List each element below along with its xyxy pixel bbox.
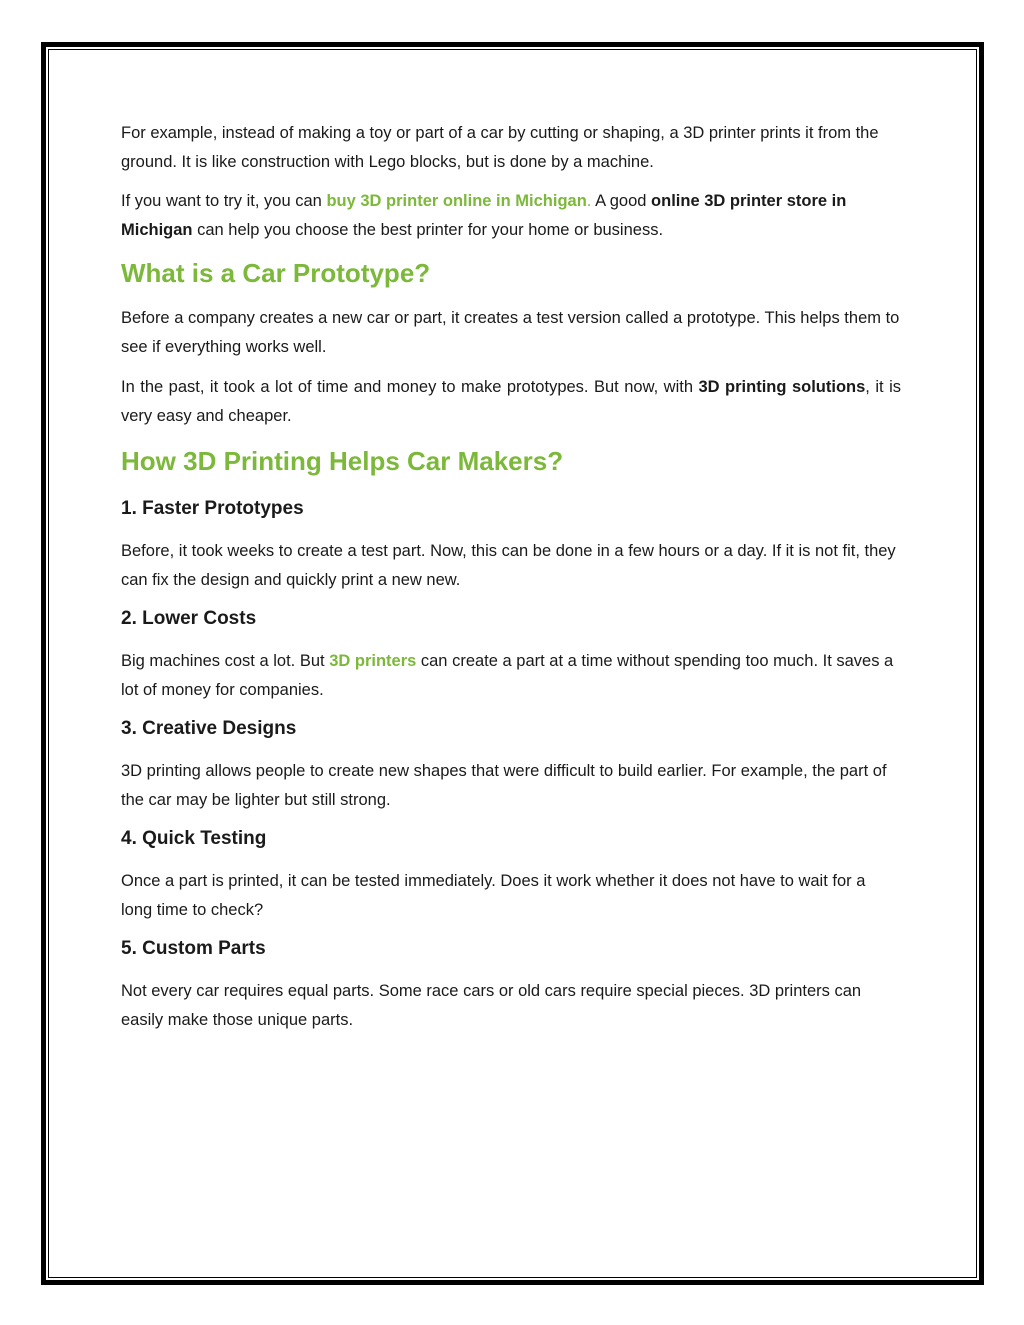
buy-3d-printer-link[interactable]: buy 3D printer online in Michigan (326, 192, 587, 210)
solutions-bold-text: 3D printing solutions (698, 378, 866, 396)
intro-paragraph: For example, instead of making a toy or part of a car by cutting or shaping, a 3D printer prints it from the ground. It is like construction with Lego blocks, but is done by a machine. (121, 124, 879, 171)
past-suffix-text: , it is very easy and cheaper. (121, 378, 901, 425)
3d-printers-link[interactable]: 3D printers (329, 652, 417, 670)
heading-how-3d-helps: How 3D Printing Helps Car Makers? (121, 446, 564, 476)
past-prefix-text: In the past, it took a lot of time and money to make prototypes. But now, with (121, 378, 699, 396)
section-title-faster: 1. Faster Prototypes (121, 498, 304, 519)
past-paragraph (121, 373, 901, 430)
section-title-designs: 3. Creative Designs (121, 718, 297, 739)
store-bold-text: online 3D printer store in Michigan (121, 192, 847, 239)
section-text-costs (121, 647, 901, 704)
section-title-testing: 4. Quick Testing (121, 828, 267, 849)
try-paragraph (121, 187, 901, 244)
section-title-custom: 5. Custom Parts (121, 938, 266, 959)
prototype-definition-paragraph: Before a company creates a new car or part, it creates a test version called a prototype. This helps them to see if everything works well. (121, 309, 900, 356)
document-body (121, 119, 901, 1046)
link-period: . (586, 192, 592, 210)
costs-suffix-text: can create a part at a time without spending too much. It saves a lot of money for companies. (121, 652, 894, 699)
section-text-testing: Once a part is printed, it can be tested immediately. Does it work whether it does not have to wait for a long time to check? (121, 872, 866, 919)
try-prefix-text: If you want to try it, you can (121, 192, 327, 210)
section-text-faster: Before, it took weeks to create a test part. Now, this can be done in a few hours or a day. If it is not fit, they can fix the design and quickly print a new new. (121, 542, 896, 589)
section-text-designs: 3D printing allows people to create new shapes that were difficult to build earlier. For example, the part of the car may be lighter but still strong. (121, 762, 887, 809)
section-text-custom: Not every car requires equal parts. Some race cars or old cars require special pieces. 3D printers can easily make those unique parts. (121, 982, 862, 1029)
heading-car-prototype: What is a Car Prototype? (121, 258, 431, 288)
section-title-costs: 2. Lower Costs (121, 608, 257, 629)
try-mid-text: A good (591, 192, 652, 210)
costs-prefix-text: Big machines cost a lot. But (121, 652, 330, 670)
try-suffix-text: can help you choose the best printer for your home or business. (192, 220, 664, 239)
